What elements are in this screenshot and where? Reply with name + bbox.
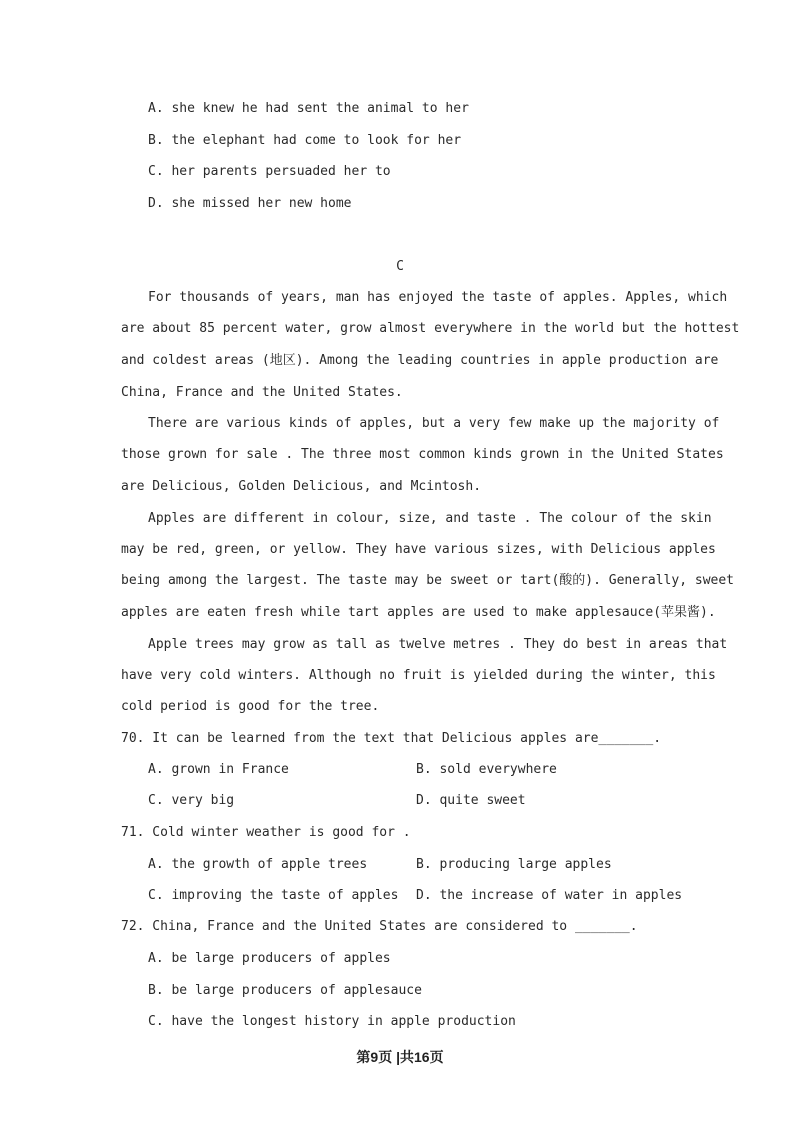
q72-option-c: C. have the longest history in apple production — [148, 1014, 516, 1029]
page-footer: 第9页 |共16页 — [356, 1049, 444, 1065]
passage-line: China, France and the United States. — [121, 385, 403, 400]
passage-line: Apples are different in colour, size, and taste . The colour of the skin — [148, 511, 712, 526]
passage-line: being among the largest. The taste may be sweet or tart(酸的). Generally, sweet — [121, 573, 734, 588]
q69-option-d: D. she missed her new home — [148, 196, 352, 211]
q69-option-a: A. she knew he had sent the animal to her — [148, 101, 469, 116]
passage-line: are Delicious, Golden Delicious, and Mcintosh. — [121, 479, 482, 494]
q71-option-b: B. producing large apples — [416, 857, 612, 872]
q70-option-c: C. very big — [148, 793, 235, 808]
passage-line: and coldest areas (地区). Among the leading countries in apple production are — [121, 353, 719, 368]
q70-option-b: B. sold everywhere — [416, 762, 557, 777]
q71-option-c: C. improving the taste of apples — [148, 888, 399, 903]
passage-line: have very cold winters. Although no fruit is yielded during the winter, this — [121, 668, 716, 683]
q69-option-c: C. her parents persuaded her to — [148, 164, 391, 179]
passage-line: are about 85 percent water, grow almost everywhere in the world but the hottest — [121, 321, 740, 336]
q70-stem: 70. It can be learned from the text that Delicious apples are_______. — [121, 731, 662, 746]
q69-option-b: B. the elephant had come to look for her — [148, 133, 462, 148]
passage-line: Apple trees may grow as tall as twelve metres . They do best in areas that — [148, 637, 728, 652]
passage-line: There are various kinds of apples, but a very few make up the majority of — [148, 416, 720, 431]
q70-option-d: D. quite sweet — [416, 793, 526, 808]
section-label: C — [396, 259, 404, 274]
q70-option-a: A. grown in France — [148, 762, 289, 777]
q72-stem: 72. China, France and the United States are considered to _______. — [121, 919, 638, 934]
q72-option-a: A. be large producers of apples — [148, 951, 391, 966]
passage-line: apples are eaten fresh while tart apples are used to make applesauce(苹果酱). — [121, 605, 716, 620]
q71-stem: 71. Cold winter weather is good for . — [121, 825, 411, 840]
q71-option-d: D. the increase of water in apples — [416, 888, 683, 903]
passage-line: may be red, green, or yellow. They have various sizes, with Delicious apples — [121, 542, 716, 557]
passage-line: cold period is good for the tree. — [121, 699, 380, 714]
passage-line: For thousands of years, man has enjoyed the taste of apples. Apples, which — [148, 290, 728, 305]
passage-line: those grown for sale . The three most common kinds grown in the United States — [121, 447, 724, 462]
q71-option-a: A. the growth of apple trees — [148, 857, 368, 872]
q72-option-b: B. be large producers of applesauce — [148, 983, 422, 998]
